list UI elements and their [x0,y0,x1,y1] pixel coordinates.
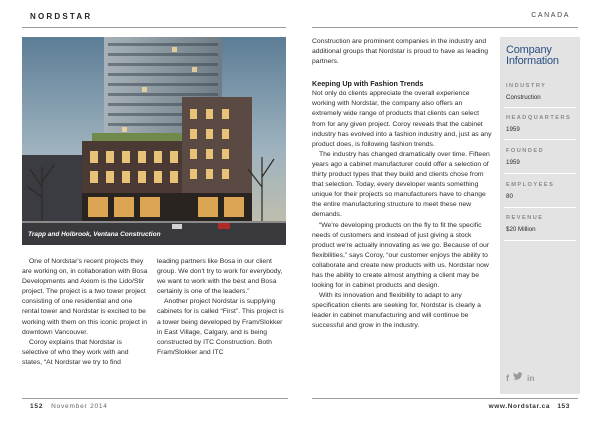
founded-label: FOUNDED [506,148,545,154]
col3-paragraph-3: “We're developing products on the fly to fit the specific needs of customers and instead of just giving a stock product we're actually innovating as we go. Because of our flexibilities,” says Coroy, “our customer enjoys the ability to collaborate and create new products with us. Nordstar now has the ability to create almost anything a client may be looking for in cabinet products and design. [312,221,489,290]
col2-paragraph-2: Another project Nordstar is supplying cabinets for is called “First”. This project is a tower being developed by Fram/Slokker in East Village, Calgary, and is being constructed by ITC Construction. Both Fram/Slokker and ITC [157,298,284,356]
headquarters-value: 1959 [506,126,520,133]
founded-value: 1959 [506,159,520,166]
sidebar-title-line-2: Information [506,55,559,67]
col1-paragraph-2: Coroy explains that Nordstar is selective of who they work with and states, “At Nordstar we try to find [22,338,129,366]
industry-value: Construction [506,94,541,101]
header-rule-right [312,27,578,28]
facebook-icon[interactable]: f [506,372,509,383]
footer-rule-right [312,398,578,399]
brand-name: NORDSTAR [30,12,93,21]
website-link[interactable] [489,403,551,410]
section-heading: Keeping Up with Fashion Trends [312,79,424,89]
country-label: CANADA [531,12,570,19]
social-links [506,372,535,383]
col3-paragraph-1: Not only do clients appreciate the overall experience working with Nordstar, the company also offers an extremely wide range of products that clients can select from for any given project. Coroy reveals that the cabinet industry has evolved into a fashion industry and, just as any product does, is following fashion trends. [312,90,492,148]
website-prefix: www. [488,403,508,410]
twitter-icon[interactable] [513,372,523,383]
photo-caption: Trapp and Holbrook, Ventana Construction [28,231,161,238]
headquarters-label: HEADQUARTERS [506,115,572,121]
col3-paragraph-2: The industry has changed dramatically over time. Fifteen years ago a cabinet manufacturer could offer a selection of thirty product types that they build and clients chose from that selection. Today, every developer wants something unique for their projects so manufacturers have to change the entire manufacturing structure to meet these new demands. [312,150,490,219]
footer-left [30,403,108,410]
column-1 [22,257,150,368]
website-name: Nordstar [507,403,540,410]
col3-paragraph-4: With its innovation and flexibility to adapt to any specification clients are seeking for, Nordstar is clearly a leader in cabinet manufacturing and will continue be successful and grow in the industry. [312,292,481,330]
revenue-value: $20 Million [506,226,536,233]
sidebar-title [506,45,559,67]
sidebar-divider [504,139,576,140]
col2-paragraph-1: leading partners like Bosa in our client group. We don't try to work for everybody, we want to work with the best and Bosa certainly is one of the leaders.” [157,258,283,296]
employees-value: 80 [506,193,513,200]
column-2 [157,257,288,358]
sidebar-divider [504,107,576,108]
column-3 [312,37,492,332]
header-rule-left [22,27,286,28]
building-photo [22,37,286,245]
sidebar-title-line-1: Company [506,44,552,56]
linkedin-icon[interactable]: in [527,372,535,383]
col3-intro: Construction are prominent companies in the industry and additional groups that Nordstar is proud to have as leading partners. [312,38,489,66]
page-number-right: 153 [557,403,570,410]
footer-rule-left [22,398,288,399]
revenue-label: REVENUE [506,215,544,221]
sidebar-divider [504,173,576,174]
sidebar-divider [504,240,576,241]
website-suffix: .ca [539,403,551,410]
employees-label: EMPLOYEES [506,182,555,188]
issue-date: November 2014 [51,403,108,410]
sidebar-divider [504,207,576,208]
page-number-left: 152 [30,403,44,410]
industry-label: INDUSTRY [506,83,547,89]
footer-right [489,403,570,410]
col1-paragraph-1: One of Nordstar's recent projects they are working on, in collaboration with Bosa Developments and Axiom is the Lido/Stir project. The project is a two tower project consisting of one residential and one rental tower and Nordstar is excited to be working with them on this iconic project in downtown Vancouver. [22,258,148,336]
